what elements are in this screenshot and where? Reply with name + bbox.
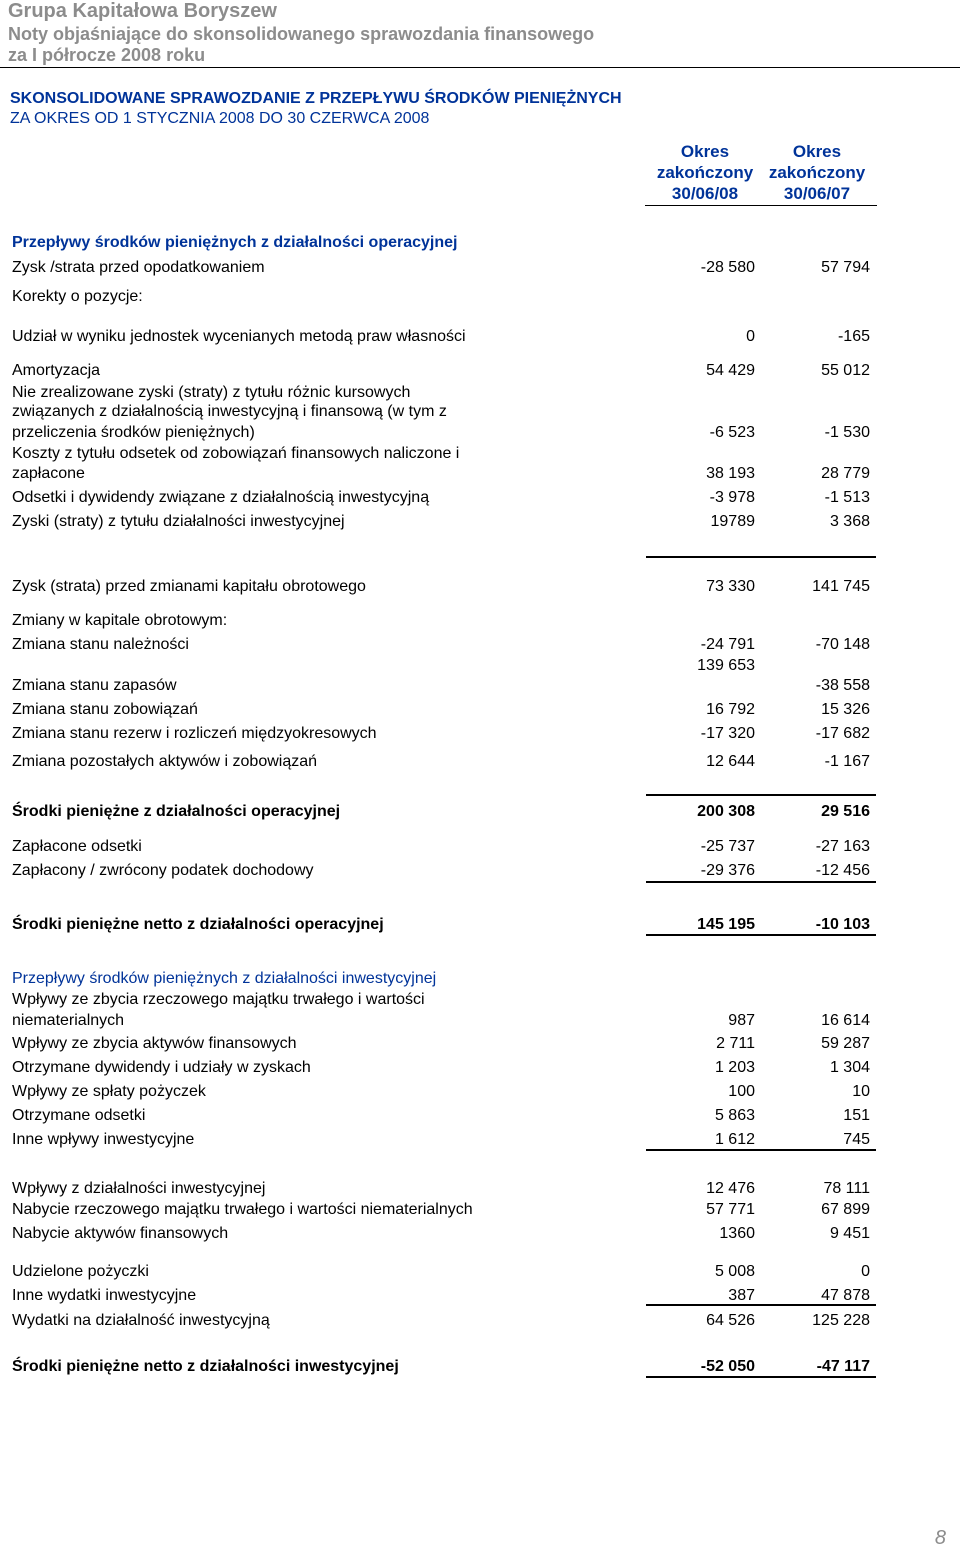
- row-label: Korekty o pozycje:: [12, 288, 143, 305]
- table-row: [12, 1223, 877, 1244]
- value-2008: 12 644: [706, 753, 755, 770]
- page-number: 8: [934, 1527, 946, 1549]
- value-2007: 151: [843, 1107, 870, 1124]
- row-label: Udzielone pożyczki: [12, 1263, 149, 1280]
- table-row: [12, 968, 877, 989]
- value-2007: 1 304: [829, 1059, 870, 1076]
- row-label: Zmiana stanu zobowiązań: [12, 701, 198, 718]
- row-label: przeliczenia środków pieniężnych): [12, 424, 255, 441]
- value-2008: 64 526: [706, 1312, 755, 1329]
- value-2007: -1 530: [824, 424, 870, 441]
- statement-period: ZA OKRES OD 1 STYCZNIA 2008 DO 30 CZERWCA 2008: [10, 110, 430, 127]
- table-row: [12, 634, 877, 655]
- value-2008: 1 612: [714, 1131, 755, 1148]
- column-header-line: zakończony: [768, 163, 866, 182]
- row-label: Wpływy ze zbycia aktywów finansowych: [12, 1035, 297, 1052]
- value-2008: 5 008: [714, 1263, 755, 1280]
- value-2007: 57 794: [821, 259, 870, 276]
- value-2008: -24 791: [700, 636, 755, 653]
- value-2008: 16 792: [706, 701, 755, 718]
- row-label: Zmiany w kapitale obrotowym:: [12, 612, 228, 629]
- subtotal-rule: [646, 556, 876, 558]
- table-row: [12, 286, 877, 307]
- row-label: Zyski (straty) z tytułu działalności inwestycyjnej: [12, 513, 345, 530]
- value-2008: 54 429: [706, 362, 755, 379]
- value-2008: -29 376: [700, 862, 755, 879]
- value-2007: 125 228: [812, 1312, 870, 1329]
- row-label: Przepływy środków pieniężnych z działalności operacyjnej: [12, 234, 458, 251]
- row-label: Zmiana pozostałych aktywów i zobowiązań: [12, 753, 318, 770]
- value-2007: 15 326: [821, 701, 870, 718]
- column-header-line: zakończony: [656, 163, 754, 182]
- table-row: [12, 422, 877, 443]
- value-2007: 59 287: [821, 1035, 870, 1052]
- row-label: Zmiana stanu należności: [12, 636, 189, 653]
- value-2007: 141 745: [812, 578, 870, 595]
- row-label: Otrzymane dywidendy i udziały w zyskach: [12, 1059, 311, 1076]
- table-row: [12, 1057, 877, 1078]
- value-2007: 10: [852, 1083, 870, 1100]
- table-row: [12, 1129, 877, 1150]
- value-2007: -17 682: [815, 725, 870, 742]
- row-label: Koszty z tytułu odsetek od zobowiązań finansowych naliczone i: [12, 445, 460, 462]
- value-2008: 1 203: [714, 1059, 755, 1076]
- row-label: Udział w wyniku jednostek wycenianych metodą praw własności: [12, 328, 466, 345]
- value-2007: 29 516: [821, 803, 870, 820]
- document-subtitle: Noty objaśniające do skonsolidowanego sprawozdania finansowego: [8, 24, 595, 44]
- column-header-date: 30/06/08: [645, 183, 765, 206]
- table-row: [12, 487, 877, 508]
- value-2007: -70 148: [815, 636, 870, 653]
- table-row: [12, 401, 877, 422]
- value-2007: -165: [837, 328, 870, 345]
- value-2008: 145 195: [697, 916, 755, 933]
- value-2007: 78 111: [823, 1180, 870, 1197]
- value-2008: -25 737: [700, 838, 755, 855]
- table-row: [12, 655, 877, 676]
- table-row: [12, 1033, 877, 1054]
- row-label: Nie zrealizowane zyski (straty) z tytułu różnic kursowych: [12, 384, 411, 401]
- table-row: [12, 360, 877, 381]
- table-row: [12, 699, 877, 720]
- row-label: Nabycie aktywów finansowych: [12, 1225, 229, 1242]
- table-row: [12, 914, 877, 935]
- value-2008: 1360: [719, 1225, 755, 1242]
- row-label: Zysk /strata przed opodatkowaniem: [12, 259, 265, 276]
- table-row: [12, 836, 877, 857]
- subtotal-rule: [646, 1149, 876, 1151]
- table-row: [12, 1356, 877, 1377]
- value-2008: 2 711: [716, 1035, 755, 1052]
- value-2008: 200 308: [697, 803, 755, 820]
- value-2008: 100: [728, 1083, 755, 1100]
- table-row: [12, 610, 877, 631]
- row-label: Środki pieniężne netto z działalności operacyjnej: [12, 916, 384, 933]
- value-2008: 73 330: [706, 578, 755, 595]
- row-label: Nabycie rzeczowego majątku trwałego i wartości niematerialnych: [12, 1201, 473, 1218]
- subtotal-rule: [646, 1304, 876, 1306]
- row-label: Amortyzacja: [12, 362, 101, 379]
- value-2007: -1 167: [824, 753, 870, 770]
- row-label: Środki pieniężne z działalności operacyjnej: [12, 803, 341, 820]
- row-label: związanych z działalnością inwestycyjną i finansową (w tym z: [12, 403, 447, 420]
- value-2008: 38 193: [706, 465, 755, 482]
- value-2008: 139 653: [697, 657, 755, 674]
- table-row: [12, 751, 877, 772]
- value-2008: -17 320: [700, 725, 755, 742]
- table-row: [12, 382, 877, 403]
- row-label: Zmiana stanu zapasów: [12, 677, 177, 694]
- row-label: Wpływy ze spłaty pożyczek: [12, 1083, 206, 1100]
- value-2007: 67 899: [821, 1201, 870, 1218]
- row-label: Wydatki na działalność inwestycyjną: [12, 1312, 270, 1329]
- subtotal-rule: [646, 794, 876, 796]
- table-row: [12, 1178, 877, 1199]
- value-2008: -28 580: [700, 259, 755, 276]
- table-row: [12, 989, 877, 1010]
- table-row: [12, 232, 877, 253]
- subtotal-rule: [646, 881, 876, 883]
- value-2007: -27 163: [815, 838, 870, 855]
- row-label: niematerialnych: [12, 1012, 125, 1029]
- row-label: Przepływy środków pieniężnych z działalności inwestycyjnej: [12, 970, 437, 987]
- value-2008: 12 476: [706, 1180, 755, 1197]
- value-2008: 57 771: [706, 1201, 755, 1218]
- value-2008: -6 523: [709, 424, 755, 441]
- table-row: [12, 801, 877, 822]
- table-row: [12, 257, 877, 278]
- total-rule: [646, 934, 876, 936]
- value-2007: -47 117: [816, 1358, 870, 1375]
- table-row: [12, 463, 877, 484]
- table-row: [12, 443, 877, 464]
- row-label: Zysk (strata) przed zmianami kapitału obrotowego: [12, 578, 366, 595]
- value-2007: 55 012: [821, 362, 870, 379]
- table-row: [12, 1081, 877, 1102]
- row-label: Zapłacony / zwrócony podatek dochodowy: [12, 862, 314, 879]
- value-2007: 3 368: [829, 513, 870, 530]
- value-2007: 47 878: [821, 1287, 870, 1304]
- row-label: Wpływy z działalności inwestycyjnej: [12, 1180, 266, 1197]
- value-2007: -1 513: [824, 489, 870, 506]
- row-label: Inne wydatki inwestycyjne: [12, 1287, 197, 1304]
- company-name: Grupa Kapitałowa Boryszew: [8, 0, 277, 22]
- row-label: Otrzymane odsetki: [12, 1107, 146, 1124]
- value-2007: 0: [861, 1263, 870, 1280]
- row-label: Zapłacone odsetki: [12, 838, 142, 855]
- row-label: Zmiana stanu rezerw i rozliczeń międzyokresowych: [12, 725, 377, 742]
- table-row: [12, 326, 877, 347]
- value-2007: 16 614: [821, 1012, 870, 1029]
- value-2007: 28 779: [821, 465, 870, 482]
- table-row: [12, 860, 877, 881]
- value-2008: 987: [728, 1012, 755, 1029]
- row-label: Środki pieniężne netto z działalności inwestycyjnej: [12, 1358, 399, 1375]
- value-2008: -52 050: [700, 1358, 755, 1375]
- column-header-line: Okres: [680, 142, 730, 161]
- table-row: [12, 576, 877, 597]
- value-2007: -12 456: [815, 862, 870, 879]
- value-2008: 19789: [710, 513, 755, 530]
- column-header-date: 30/06/07: [757, 183, 877, 206]
- table-row: [12, 675, 877, 696]
- statement-title: SKONSOLIDOWANE SPRAWOZDANIE Z PRZEPŁYWU ŚRODKÓW PIENIĘŻNYCH: [10, 90, 622, 107]
- header-divider: [0, 67, 960, 68]
- table-row: [12, 1310, 877, 1331]
- table-row: [12, 511, 877, 532]
- column-header-2008: [645, 141, 765, 206]
- table-row: [12, 1285, 877, 1306]
- table-row: [12, 1105, 877, 1126]
- table-row: [12, 723, 877, 744]
- document-period: za I półrocze 2008 roku: [8, 45, 206, 65]
- value-2007: -38 558: [815, 677, 870, 694]
- row-label: Odsetki i dywidendy związane z działalnością inwestycyjną: [12, 489, 430, 506]
- value-2008: -3 978: [709, 489, 755, 506]
- value-2007: 745: [843, 1131, 870, 1148]
- row-label: zapłacone: [12, 465, 85, 482]
- value-2008: 5 863: [714, 1107, 755, 1124]
- value-2008: 387: [728, 1287, 755, 1304]
- row-label: Wpływy ze zbycia rzeczowego majątku trwałego i wartości: [12, 991, 425, 1008]
- column-header-line: Okres: [792, 142, 842, 161]
- column-header-2007: [757, 141, 877, 206]
- value-2008: 0: [746, 328, 755, 345]
- total-rule: [646, 1376, 876, 1378]
- row-label: Inne wpływy inwestycyjne: [12, 1131, 195, 1148]
- table-row: [12, 1010, 877, 1031]
- value-2007: -10 103: [815, 916, 870, 933]
- value-2007: 9 451: [829, 1225, 870, 1242]
- table-row: [12, 1199, 877, 1220]
- table-row: [12, 1261, 877, 1282]
